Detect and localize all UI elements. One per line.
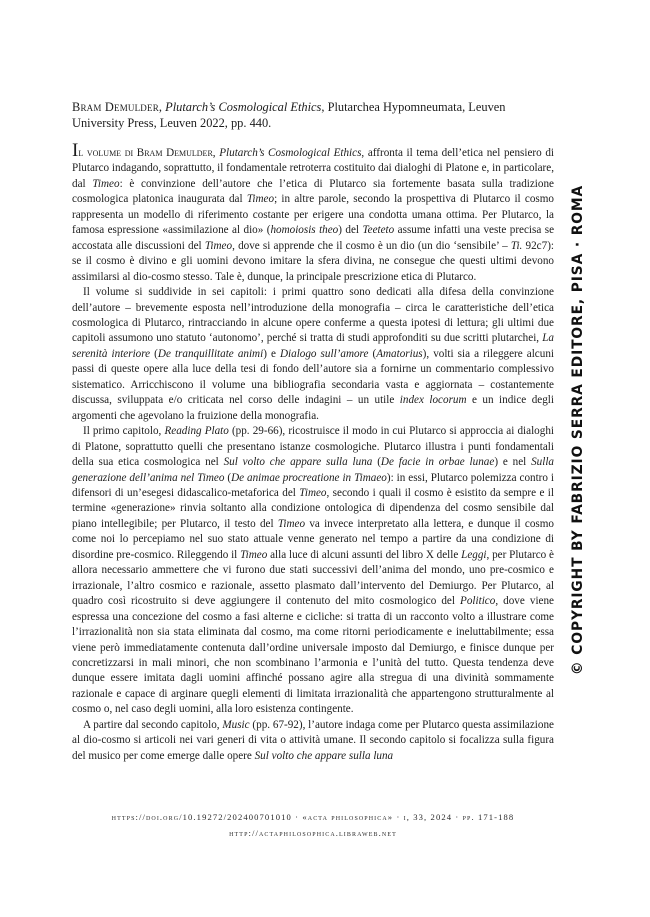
italic-span: Timeo (299, 486, 327, 499)
text-span: va invece interpretato alla lettera, e dunque il cosmo come noi lo percepiamo nel suo stato attuale venne generato nel tempo a partire da una condizione di disordine pre-cosmico. Rileggendo il (72, 517, 554, 561)
italic-span: Ti. (510, 239, 523, 252)
text-span: : è convinzione dell’autore che l’etica di Plutarco sia fortemente basata sulla tradizione cosmologica platonica inaugurata dal (72, 177, 554, 206)
italic-span: Timeo (92, 177, 120, 190)
text-span: 92c7): se il cosmo è divino e gli uomini devono imitare la sfera divina, ne consegue che questi ultimi devono assimilarsi al dio-cosmo stesso. Tale è, dunque, la principale prescrizione etica di Plutarco. (72, 239, 555, 283)
reviewed-author: Bram Demulder (72, 100, 159, 114)
text-span: A partire dal secondo capitolo, (83, 718, 223, 731)
italic-span: Sul volto che appare sulla luna (254, 749, 394, 762)
text-span: ) del (338, 224, 363, 237)
text-span: ) e nel (494, 456, 532, 469)
paragraph-2 (72, 285, 554, 424)
text-span: , secondo i quali il cosmo è esistito da sempre e il termine «generazione» rinvia soltanto alla condizione ontologica di dipendenza del cosmo sensibile dal piano intellegibile; per Plutarco, il testo del (72, 486, 554, 530)
text-span: ): in essi, Plutarco polemizza contro i difensori di un’esegesi didascalico-metaforica del (72, 471, 555, 499)
italic-span: Timeo (277, 517, 306, 530)
text-span: ), volti sia a rileggere alcuni passi di queste opere alla luce della tesi di fondo dell’autore sia a fornirne un commentario complessivo sistematico. Arricchiscono il volume una bibliografia secondaria vasta e aggiornata – costantemente discussa, sviluppata e/o criticata nel corso delle indagini – un utile (72, 347, 554, 407)
header-separator: , (158, 100, 166, 114)
italic-span: Reading Plato (164, 425, 229, 438)
paragraph-3 (72, 424, 554, 718)
text-span: alla luce di alcuni assunti del libro X delle (267, 548, 462, 561)
review-header (72, 100, 554, 131)
text-span: assume infatti una veste precisa se accostata alle discussioni del (72, 224, 555, 252)
text-span: Il volume si suddivide in sei capitoli: i primi quattro sono dedicati alla difesa della convinzione dell’autore – brevemente esposta nell’introduzione della monografia – circa le caratteristiche dell’etica cosmologica di Plutarco, rintracciando in alcune opere conferme a questa ipotesi di lettura; gli ultimi due capitoli assumono uno statuto ‘autonomo’, perché si tratta di studi approfonditi su due scritti plutarchei, (72, 286, 554, 345)
text-span: (pp. 29-66), ricostruisce il modo in cui Plutarco si approccia ai dialoghi di Platone, soprattutto quelli che presentano istanze cosmologiche. Plutarco illustra i punti fondamentali della sua etica cosmologica nel (72, 425, 554, 469)
italic-span: Leggi (461, 548, 487, 561)
text-span: , per Plutarco è allora necessario ammettere che vi furono due stati successivi dell’anima del mondo, uno pre-cosmico e irrazionale, l’altro cosmico e razionale, assetto plasmato dall’intervento del Demiurgo. Per Plutarco, al quadro così ricostruito si deve aggiungere il contenuto del mito cosmologico del (72, 548, 554, 608)
text-span: , affronta il tema dell’etica nel pensiero di Plutarco indagando, soprattutto, il fondamentale retroterra costituito dai dialoghi di Platone e, in particolare, dal (72, 147, 555, 190)
italic-span: Timeo (240, 548, 268, 561)
text-span: Il primo capitolo, (83, 425, 165, 438)
publication-details: , Plutarchea Hypomneumata, Leuven University Press, Leuven 2022, pp. 440. (72, 100, 506, 130)
text-span: ( (368, 347, 377, 360)
italic-span: La serenità interiore (72, 332, 554, 360)
text-span: ( (224, 471, 232, 484)
copyright-sidebar: © COPYRIGHT BY FABRIZIO SERRA EDITORE, PISA · ROMA (570, 184, 586, 676)
url-footer: http://actaphilosophica.libraweb.net (229, 828, 397, 838)
drop-cap: I (72, 140, 79, 161)
paragraph-4 (72, 718, 554, 764)
reviewed-book-title: Plutarch’s Cosmological Ethics (165, 100, 322, 114)
text-span: ; in altre parole, secondo la prospettiva di Plutarco il cosmo rappresenta un modello di riferimento costante per erigere una condotta umana ottima. Per Plutarco, la famosa espressione «assimilazione al dio» ( (72, 193, 555, 237)
italic-span: Amatorius (376, 347, 423, 360)
text-span: ( (150, 347, 158, 360)
italic-span: De facie in orbae lunae (380, 456, 495, 469)
text-span: e un indice degli argomenti che agevolano la fruizione della monografia. (72, 394, 554, 422)
paragraph-1 (72, 140, 555, 285)
italic-span: index locorum (399, 394, 467, 407)
italic-span: Politico (460, 595, 496, 608)
italic-span: Sul volto che appare sulla luna (223, 456, 373, 469)
italic-span: homoiosis theo (270, 224, 339, 237)
review-body (72, 140, 555, 764)
text-span: , dove viene espressa una concezione del cosmo a fasi alterne e cicliche: si tratta di un racconto volto a illustrare come l’irrazionalità non sia stata eliminata dal cosmo, ma come ritorni periodicamente e ineluttabilmente; essa viene però immediatamente contenuta dall’ordine universale imposto dal Demiurgo, e finisce dunque per concretizzarsi in mali minori, che non scombinano l’armonia e l’unità del tutto. Questa tendenza deve dunque essere imitata dagli uomini affinché possano agire alla stregua di una divinità sommamente razionale e capace di arginare quegli elementi di limitata irrazionalità che appartengono strutturalmente al cosmo o, nel caso degli uomini, alla loro esistenza contingente. (72, 595, 554, 716)
text-span: ( (372, 456, 381, 469)
italic-span: Plutarch’s Cosmological Ethics (219, 147, 362, 159)
italic-span: Timeo (204, 239, 233, 252)
doi-footer: https://doi.org/10.19272/202400701010 · «acta philosophica» · i, 33, 2024 · pp. 171-188 (111, 812, 515, 822)
italic-span: Timeo (246, 193, 275, 206)
italic-span: Music (222, 718, 250, 731)
italic-span: Dialogo sull’amore (279, 347, 369, 360)
text-span: ) e (263, 347, 280, 360)
italic-span: De animae procreatione in Timaeo (231, 471, 387, 484)
text-span: , dove si apprende che il cosmo è un dio (un dio ‘sensibile’ – (232, 239, 511, 252)
italic-span: Teeteto (362, 224, 395, 237)
text-span: (pp. 67-92), l’autore indaga come per Plutarco questa assimilazione al dio-cosmo si articoli nei vari generi di vita o attività umane. Il secondo capitolo si focalizza sulla figura del musico per come emerge dalle opere (72, 718, 554, 762)
italic-span: De tranquillitate animi (157, 347, 264, 360)
text-span: l volume di Bram Demulder, (78, 147, 220, 159)
italic-span: Sulla generazione dell’anima nel Timeo (72, 456, 554, 484)
